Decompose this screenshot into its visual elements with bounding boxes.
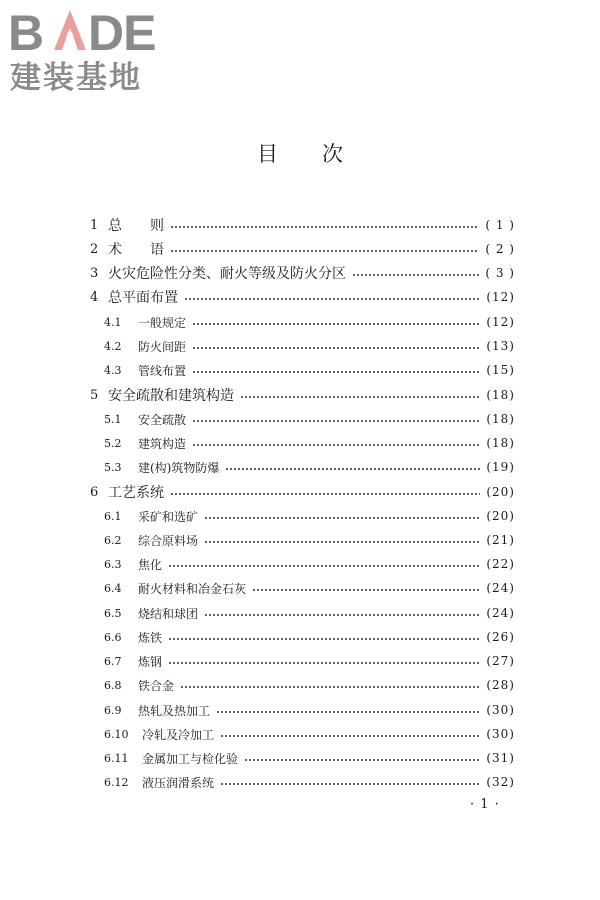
toc-entry-title: 铁合金: [138, 678, 175, 693]
toc-entry-number: 6.5: [104, 606, 122, 620]
toc-entry-title: 火灾危险性分类、耐火等级及防火分区: [108, 266, 346, 282]
toc-entry[interactable]: [90, 650, 515, 672]
toc-entry-title: 烧结和球团: [138, 606, 199, 621]
toc-entry-title: 焦化: [138, 557, 163, 572]
dot-leader: [184, 298, 480, 300]
svg-text:DE: DE: [88, 5, 156, 61]
dot-leader: [192, 347, 480, 349]
toc-entry-title: 防火间距: [138, 339, 187, 354]
toc-entry[interactable]: [90, 602, 515, 624]
toc-entry[interactable]: [90, 214, 515, 236]
toc-entry-title: 建筑构造: [138, 436, 187, 451]
toc-entry-page: (20): [486, 509, 515, 523]
logo: [8, 4, 178, 94]
toc-entry-title: 热轧及热加工: [138, 703, 211, 718]
toc-entry-title: 炼钢: [138, 654, 163, 669]
toc-entry-page: (24): [486, 581, 515, 595]
toc-entry-number: 6.9: [104, 703, 122, 717]
page-number: · 1 ·: [470, 797, 500, 812]
svg-text:建装基地: 建装基地: [10, 60, 142, 94]
dot-leader: [216, 711, 480, 713]
dot-leader: [204, 517, 480, 519]
toc-entry-page: ( 1 ): [485, 218, 515, 232]
toc-entry[interactable]: [90, 262, 515, 284]
toc-entry-number: 2: [90, 241, 99, 257]
toc-entry-number: 1: [90, 217, 99, 233]
toc-entry-page: (12): [486, 290, 515, 304]
dot-leader: [192, 420, 480, 422]
toc-entry[interactable]: [90, 771, 515, 793]
toc-entry-title: 总平面布置: [108, 290, 178, 306]
toc-entry-number: 6.11: [104, 751, 129, 765]
toc-entry[interactable]: [90, 238, 515, 260]
toc-entry[interactable]: [90, 529, 515, 551]
toc-entry-page: (24): [486, 606, 515, 620]
dot-leader: [168, 638, 480, 640]
toc-entry[interactable]: [90, 311, 515, 333]
toc-entry-page: (28): [486, 678, 515, 692]
toc-entry[interactable]: [90, 359, 515, 381]
toc-entry[interactable]: [90, 723, 515, 745]
toc-entry[interactable]: [90, 384, 515, 406]
toc-entry-number: 4.2: [104, 339, 122, 353]
toc-entry-title: 综合原料场: [138, 533, 199, 548]
toc-entry-title: 安全疏散: [138, 412, 187, 427]
toc-entry-number: 6.4: [104, 581, 122, 595]
dot-leader: [170, 226, 479, 228]
toc-entry-title: 管线布置: [138, 363, 187, 378]
toc-entry-page: (31): [486, 751, 515, 765]
dot-leader: [170, 493, 480, 495]
toc-entry-number: 4: [90, 289, 99, 305]
dot-leader: [352, 274, 479, 276]
toc-entry-number: 5: [90, 387, 99, 403]
toc-entry-page: (32): [486, 775, 515, 789]
dot-leader: [204, 614, 480, 616]
toc-entry-title: 安全疏散和建筑构造: [108, 388, 234, 404]
toc-entry-page: (15): [486, 363, 515, 377]
toc-entry-page: (13): [486, 339, 515, 353]
toc-entry-title: 总 则: [108, 218, 164, 234]
toc-entry-title: 一般规定: [138, 315, 187, 330]
dot-leader: [192, 323, 480, 325]
toc-entry-title: 金属加工与检化验: [142, 751, 239, 766]
toc-entry-number: 5.2: [104, 436, 122, 450]
toc-entry-page: (30): [486, 727, 515, 741]
dot-leader: [168, 565, 480, 567]
toc-heading-char-1: 目: [257, 142, 278, 166]
toc-entry[interactable]: [90, 674, 515, 696]
dot-leader: [192, 371, 480, 373]
toc-entry-number: 6.12: [104, 775, 129, 789]
bade-logo-graphic: [8, 4, 178, 94]
dot-leader: [192, 444, 480, 446]
toc-entry-page: (20): [486, 485, 515, 499]
toc-entry[interactable]: [90, 747, 515, 769]
toc-entry-page: (12): [486, 315, 515, 329]
toc-entry-number: 6.6: [104, 630, 122, 644]
dot-leader: [204, 541, 480, 543]
toc-entry-page: ( 3 ): [485, 266, 515, 280]
toc-entry-title: 工艺系统: [108, 485, 164, 501]
toc-entry[interactable]: [90, 577, 515, 599]
toc-entry-page: (21): [486, 533, 515, 547]
dot-leader: [240, 396, 480, 398]
toc-heading: [0, 138, 600, 168]
toc-entry-number: 6.8: [104, 678, 122, 692]
toc-entry[interactable]: [90, 481, 515, 503]
dot-leader: [252, 589, 480, 591]
dot-leader: [244, 759, 480, 761]
toc-entry-page: (22): [486, 557, 515, 571]
toc-heading-char-2: 次: [322, 142, 343, 166]
toc-entry-number: 5.3: [104, 460, 122, 474]
dot-leader: [225, 468, 480, 470]
toc-entry-title: 采矿和选矿: [138, 509, 199, 524]
dot-leader: [170, 250, 479, 252]
dot-leader: [220, 735, 480, 737]
logo-a-mark: [54, 10, 86, 50]
dot-leader: [180, 686, 480, 688]
toc-entry-page: ( 2 ): [485, 242, 515, 256]
dot-leader: [168, 662, 480, 664]
toc-entry[interactable]: [90, 456, 515, 478]
toc-entry-number: 3: [90, 265, 99, 281]
svg-text:B: B: [8, 5, 44, 61]
toc-entry[interactable]: [90, 505, 515, 527]
toc-entry-number: 4.1: [104, 315, 122, 329]
toc-entry-title: 液压润滑系统: [142, 775, 215, 790]
toc-entry[interactable]: [90, 699, 515, 721]
toc-entry[interactable]: [90, 286, 515, 308]
toc-entry-number: 6: [90, 484, 99, 500]
toc-entry[interactable]: [90, 626, 515, 648]
toc-entry-page: (27): [486, 654, 515, 668]
toc-entry-title: 炼铁: [138, 630, 163, 645]
toc-entry-page: (30): [486, 703, 515, 717]
toc-entry-number: 6.10: [104, 727, 129, 741]
toc-entry[interactable]: [90, 408, 515, 430]
toc-entry-page: (18): [486, 412, 515, 426]
toc-entry-number: 5.1: [104, 412, 122, 426]
toc-entry-title: 耐火材料和冶金石灰: [138, 581, 247, 596]
toc-entry-page: (18): [486, 436, 515, 450]
dot-leader: [220, 783, 480, 785]
toc-entry[interactable]: [90, 553, 515, 575]
toc-entry-number: 6.2: [104, 533, 122, 547]
toc-entry[interactable]: [90, 432, 515, 454]
toc-entry-number: 4.3: [104, 363, 122, 377]
toc-entry-title: 术 语: [108, 242, 164, 258]
toc-entry-number: 6.1: [104, 509, 122, 523]
toc-entry-page: (26): [486, 630, 515, 644]
toc-entry-page: (18): [486, 388, 515, 402]
toc-entry-number: 6.3: [104, 557, 122, 571]
toc-entry[interactable]: [90, 335, 515, 357]
toc-entry-page: (19): [486, 460, 515, 474]
toc-entry-title: 冷轧及冷加工: [142, 727, 215, 742]
toc-entry-number: 6.7: [104, 654, 122, 668]
toc-entry-title: 建(构)筑物防爆: [138, 460, 220, 475]
